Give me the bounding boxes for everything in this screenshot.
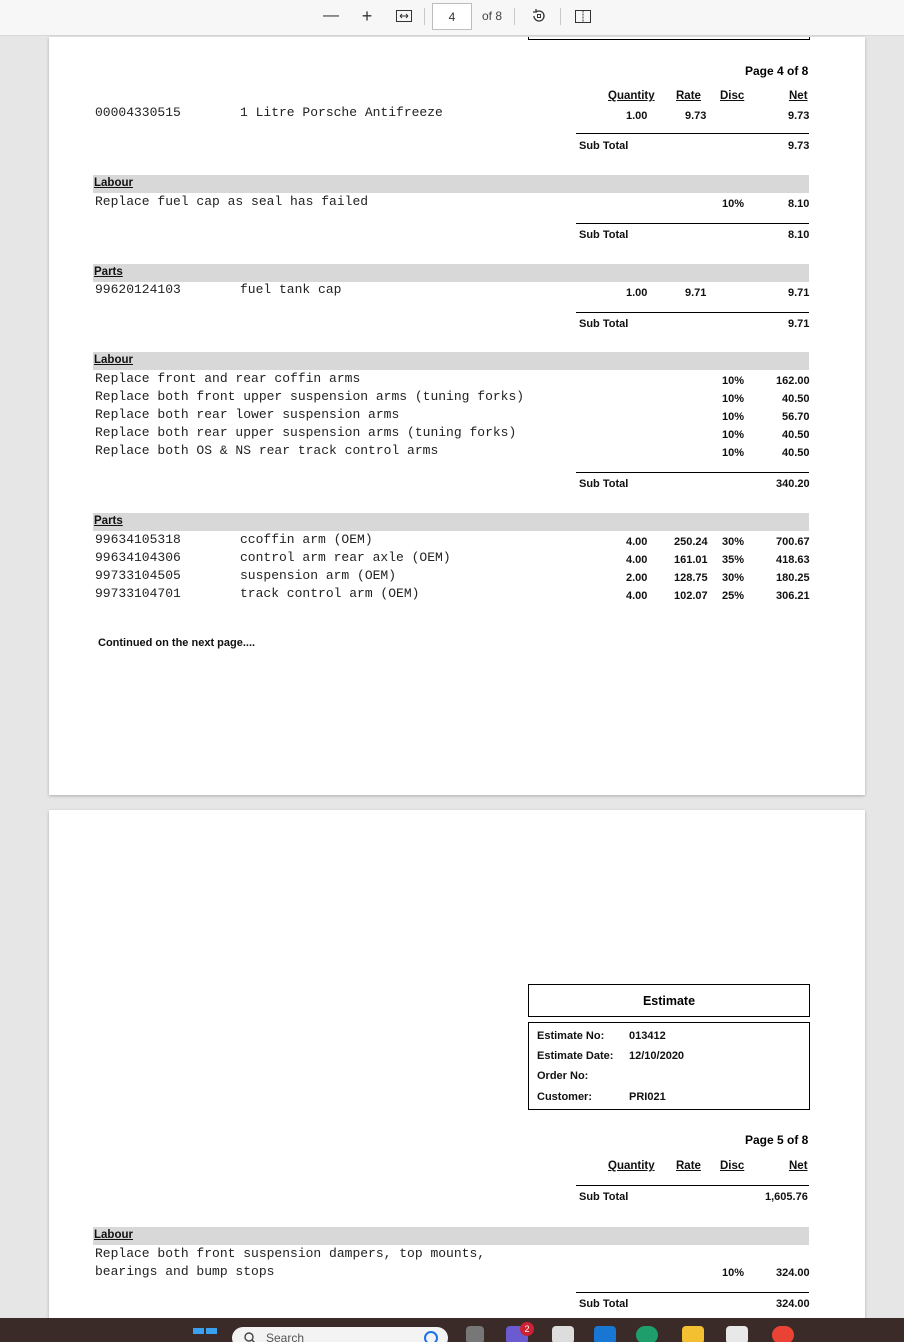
part-code: 99634104306: [95, 550, 181, 565]
net-value: 324.00: [776, 1267, 810, 1279]
labour-line: bearings and bump stops: [95, 1264, 275, 1279]
parts-heading: Parts: [94, 266, 123, 278]
quantity-header: Quantity: [608, 1160, 655, 1172]
document-page-4: [49, 37, 865, 795]
parts-heading: Parts: [94, 515, 123, 527]
net-value: 56.70: [782, 411, 810, 423]
quantity-value: 4.00: [626, 554, 648, 566]
subtotal-label: Sub Total: [579, 140, 629, 152]
two-page-view-button[interactable]: [572, 0, 594, 32]
section-bar: [93, 264, 809, 282]
section-bar: [93, 1227, 809, 1245]
estimate-no-value: 013412: [629, 1030, 666, 1042]
net-header: Net: [789, 1160, 808, 1172]
subtotal-label: Sub Total: [579, 478, 629, 490]
pdf-toolbar: [0, 0, 904, 36]
disc-value: 10%: [722, 1267, 745, 1279]
taskbar: [0, 1318, 904, 1342]
part-code: 99620124103: [95, 282, 181, 297]
subtotal-rule: [576, 223, 809, 224]
toolbar-divider: [514, 8, 515, 25]
subtotal-rule: [576, 1292, 809, 1293]
page-label: Page 4 of 8: [745, 64, 809, 78]
disc-value: 10%: [722, 447, 745, 459]
file-explorer-icon[interactable]: [682, 1326, 704, 1342]
subtotal-value: 324.00: [776, 1298, 810, 1310]
outlook-icon[interactable]: [594, 1326, 616, 1342]
fit-width-icon: [396, 10, 412, 22]
subtotal-rule: [576, 472, 809, 473]
part-code: 99733104505: [95, 568, 181, 583]
document-page-5: [49, 810, 865, 1330]
disc-value: 25%: [722, 590, 745, 602]
page-count: of 8: [482, 9, 503, 23]
zoom-out-button[interactable]: —: [323, 7, 339, 24]
rate-header: Rate: [676, 90, 701, 102]
subtotal-rule: [576, 133, 809, 134]
continued-note: Continued on the next page....: [98, 637, 256, 649]
rate-value: 9.71: [685, 287, 707, 299]
subtotal-value: 340.20: [776, 478, 810, 490]
net-value: 418.63: [776, 554, 810, 566]
part-description: control arm rear axle (OEM): [240, 550, 451, 565]
net-value: 306.21: [776, 590, 810, 602]
net-value: 180.25: [776, 572, 810, 584]
estimate-date-label: Estimate Date:: [537, 1050, 614, 1062]
start-button[interactable]: [193, 1328, 217, 1342]
estimate-details-box: [528, 1022, 810, 1110]
net-value: 40.50: [782, 393, 810, 405]
net-value: 40.50: [782, 429, 810, 441]
quantity-value: 2.00: [626, 572, 648, 584]
labour-line: Replace both rear lower suspension arms: [95, 407, 400, 422]
rate-value: 128.75: [674, 572, 708, 584]
subtotal-value: 1,605.76: [765, 1191, 808, 1203]
rate-value: 250.24: [674, 536, 708, 548]
disc-value: 10%: [722, 429, 745, 441]
subtotal-rule: [576, 1185, 809, 1186]
section-bar: [93, 352, 809, 370]
section-bar: [93, 175, 809, 193]
disc-value: 30%: [722, 572, 745, 584]
quantity-value: 4.00: [626, 536, 648, 548]
quantity-value: 1.00: [626, 287, 648, 299]
windows-logo-icon: [206, 1328, 217, 1334]
labour-line: Replace both rear upper suspension arms (tuning forks): [95, 425, 517, 440]
disc-value: 10%: [722, 411, 745, 423]
net-value: 8.10: [788, 198, 810, 210]
part-description: track control arm (OEM): [240, 586, 420, 601]
part-description: ccoffin arm (OEM): [240, 532, 373, 547]
rate-value: 9.73: [685, 110, 707, 122]
part-code: 99634105318: [95, 532, 181, 547]
labour-line: Replace front and rear coffin arms: [95, 371, 361, 386]
store-icon[interactable]: [552, 1326, 574, 1342]
estimate-title: Estimate: [642, 993, 696, 1008]
customer-value: PRI021: [629, 1091, 666, 1103]
disc-value: 10%: [722, 393, 745, 405]
subtotal-label: Sub Total: [579, 318, 629, 330]
toolbar-divider: [560, 8, 561, 25]
rate-value: 102.07: [674, 590, 708, 602]
net-value: 9.73: [788, 110, 810, 122]
search-icon: [244, 1332, 256, 1342]
net-value: 9.71: [788, 287, 810, 299]
part-code: 99733104701: [95, 586, 181, 601]
taskbar-search-label: Search: [266, 1331, 305, 1342]
quantity-header: Quantity: [608, 90, 655, 102]
app-icon[interactable]: [726, 1326, 748, 1342]
page-number-input[interactable]: 4: [432, 3, 472, 30]
labour-heading: Labour: [94, 177, 133, 189]
part-code: 00004330515: [95, 105, 181, 120]
labour-line: Replace both front suspension dampers, top mounts,: [95, 1246, 486, 1261]
rate-value: 161.01: [674, 554, 708, 566]
rate-header: Rate: [676, 1160, 701, 1172]
rotate-icon: [531, 8, 547, 24]
order-no-label: Order No:: [537, 1070, 589, 1082]
subtotal-value: 9.73: [788, 140, 810, 152]
customer-label: Customer:: [537, 1091, 593, 1103]
chrome-icon[interactable]: [772, 1326, 794, 1342]
zoom-in-button[interactable]: +: [361, 5, 373, 26]
estimate-box-bottom: [528, 37, 810, 40]
part-description: suspension arm (OEM): [240, 568, 397, 583]
subtotal-value: 8.10: [788, 229, 810, 241]
labour-line: Replace both front upper suspension arms (tuning forks): [95, 389, 525, 404]
taskbar-search-input[interactable]: [232, 1327, 448, 1342]
estimate-no-label: Estimate No:: [537, 1030, 605, 1042]
labour-line: Replace fuel cap as seal has failed: [95, 194, 369, 209]
two-page-view-icon: [575, 10, 591, 23]
part-description: 1 Litre Porsche Antifreeze: [240, 105, 443, 120]
net-header: Net: [789, 90, 808, 102]
labour-heading: Labour: [94, 354, 133, 366]
net-value: 700.67: [776, 536, 810, 548]
subtotal-rule: [576, 312, 809, 313]
disc-value: 35%: [722, 554, 745, 566]
net-value: 40.50: [782, 447, 810, 459]
subtotal-label: Sub Total: [579, 1298, 629, 1310]
part-description: fuel tank cap: [240, 282, 342, 297]
toolbar-divider: [424, 8, 425, 25]
estimate-title-box: [528, 984, 810, 1017]
labour-line: Replace both OS & NS rear track control arms: [95, 443, 439, 458]
labour-heading: Labour: [94, 1229, 133, 1241]
rotate-button[interactable]: [528, 0, 550, 32]
quantity-value: 1.00: [626, 110, 648, 122]
windows-logo-icon: [193, 1328, 204, 1334]
disc-value: 30%: [722, 536, 745, 548]
task-view-icon[interactable]: [466, 1326, 484, 1342]
disc-value: 10%: [722, 198, 745, 210]
subtotal-value: 9.71: [788, 318, 810, 330]
edge-icon[interactable]: [636, 1326, 658, 1342]
net-value: 162.00: [776, 375, 810, 387]
page-label: Page 5 of 8: [745, 1133, 809, 1147]
quantity-value: 4.00: [626, 590, 648, 602]
estimate-date-value: 12/10/2020: [629, 1050, 685, 1062]
disc-value: 10%: [722, 375, 745, 387]
subtotal-label: Sub Total: [579, 1191, 629, 1203]
section-bar: [93, 513, 809, 531]
disc-header: Disc: [720, 1160, 745, 1172]
fit-width-button[interactable]: [392, 0, 416, 32]
disc-header: Disc: [720, 90, 745, 102]
notification-badge: 2: [520, 1322, 534, 1336]
subtotal-label: Sub Total: [579, 229, 629, 241]
bing-icon[interactable]: [424, 1331, 438, 1342]
